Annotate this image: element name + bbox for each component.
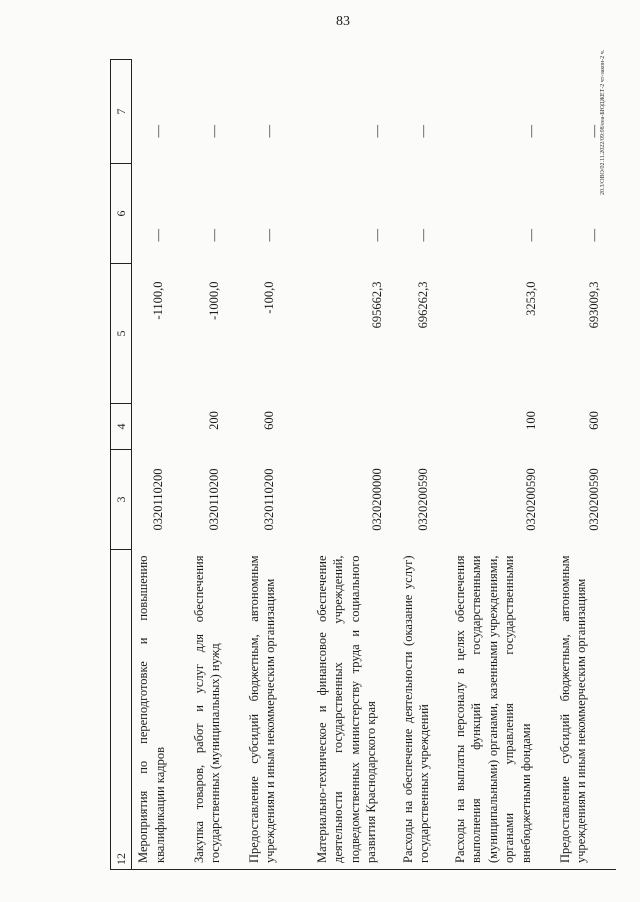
table-row bbox=[397, 60, 449, 870]
row-code: 0320110200 bbox=[151, 468, 165, 531]
table-row bbox=[132, 60, 188, 870]
row-sum: -100,0 bbox=[261, 281, 276, 314]
row-sum: -1100,0 bbox=[151, 281, 165, 320]
row-col6: — bbox=[369, 229, 384, 242]
row-code: 0320200590 bbox=[415, 468, 430, 531]
row-col7: — bbox=[151, 125, 165, 138]
row-col7: — bbox=[586, 125, 601, 138]
row-type: 100 bbox=[523, 411, 538, 430]
row-name: Мероприятия по переподготовке и повышению квалификации кадров bbox=[132, 550, 188, 870]
row-name: Предоставление субсидий бюджетным, автономным учреждениям и иным некоммерческим организациям bbox=[243, 550, 311, 870]
footer-code: 20.3/OBO/02.11.2022/09:08/eea-БЮДЖЕТ-2 чт-закон-2 ч. bbox=[600, 50, 606, 196]
row-col6: — bbox=[415, 229, 430, 242]
row-col6: — bbox=[261, 229, 276, 242]
header-label-1: 1 bbox=[114, 859, 128, 865]
row-col7: — bbox=[206, 125, 221, 138]
row-col6: — bbox=[151, 229, 165, 242]
row-code: 0320200000 bbox=[369, 468, 384, 531]
header-cell-5: 5 bbox=[111, 264, 132, 404]
row-code: 0320110200 bbox=[261, 468, 276, 531]
row-sum: -1000,0 bbox=[206, 281, 221, 321]
row-name: Закупка товаров, работ и услуг для обеспечения государственных (муниципальных) нужд bbox=[188, 550, 243, 870]
row-code: 0320110200 bbox=[206, 468, 221, 531]
row-sum: 696262,3 bbox=[415, 281, 430, 329]
rotated-table-container bbox=[110, 60, 601, 870]
row-sum: 693009,3 bbox=[586, 281, 601, 329]
header-cell-4: 4 bbox=[111, 404, 132, 450]
budget-table bbox=[110, 59, 616, 870]
header-cell-1-2 bbox=[111, 550, 132, 870]
row-col6: — bbox=[586, 229, 601, 242]
table-row bbox=[188, 60, 243, 870]
page-number: 83 bbox=[336, 14, 350, 29]
row-name: Расходы на обеспечение деятельности (оказание услуг) государственных учреждений bbox=[397, 550, 449, 870]
row-type bbox=[311, 404, 397, 450]
header-label-2: 2 bbox=[114, 853, 128, 859]
table-row bbox=[449, 60, 554, 870]
table-row bbox=[554, 60, 616, 870]
row-sum: 695662,3 bbox=[369, 281, 384, 329]
row-type: 600 bbox=[586, 411, 601, 430]
row-type: 600 bbox=[261, 411, 276, 430]
row-sum: 3253,0 bbox=[523, 281, 538, 316]
table-header-row bbox=[111, 60, 132, 870]
header-cell-6: 6 bbox=[111, 164, 132, 264]
row-type: 200 bbox=[206, 411, 221, 430]
table-row bbox=[311, 60, 397, 870]
row-col6: — bbox=[523, 229, 538, 242]
row-type bbox=[132, 404, 188, 450]
header-cell-3: 3 bbox=[111, 450, 132, 550]
header-cell-7: 7 bbox=[111, 60, 132, 164]
row-col7: — bbox=[369, 125, 384, 138]
row-type bbox=[397, 404, 449, 450]
row-code: 0320200590 bbox=[523, 468, 538, 531]
table-row bbox=[243, 60, 311, 870]
row-col7: — bbox=[523, 125, 538, 138]
row-name: Материально-техническое и финансовое обеспечение деятельности государственных учреждений, подведомственных министерству труда и социального развития Краснодарского края bbox=[311, 550, 397, 870]
row-code: 0320200590 bbox=[586, 468, 601, 531]
row-name: Расходы на выплаты персоналу в целях обеспечения выполнения функций государственными (муниципальными) органами, казенными учреждениями, органами управления государственными внебюджетными фондами bbox=[449, 550, 554, 870]
row-col6: — bbox=[206, 229, 221, 242]
row-col7: — bbox=[261, 125, 276, 138]
row-col7: — bbox=[415, 125, 430, 138]
row-name: Предоставление субсидий бюджетным, автономным учреждениям и иным некоммерческим организациям bbox=[554, 550, 616, 870]
